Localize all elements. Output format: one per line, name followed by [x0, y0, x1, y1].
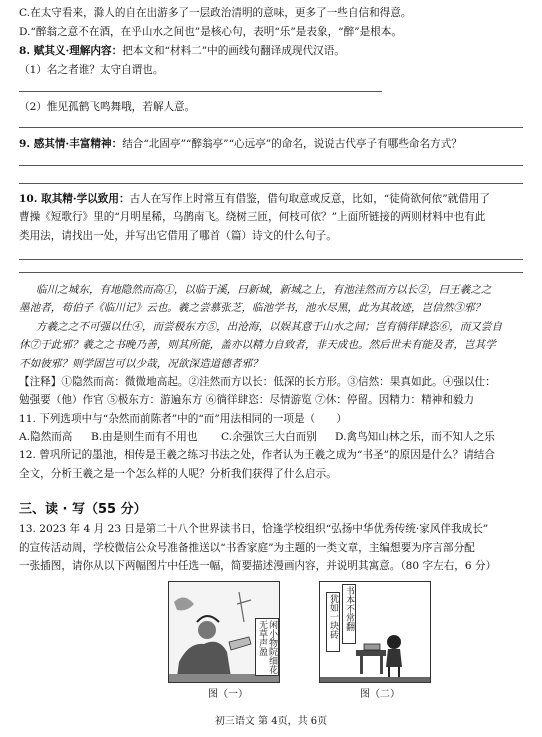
question-9-label: 9. 感其情·丰富精神： — [19, 138, 123, 150]
question-9 — [19, 137, 523, 152]
question-10-line3: 类用法，请找出一处，并写出它借用了哪首（篇）诗文的什么句子。 — [19, 230, 337, 242]
question-10-text: 古人在写作上时常互有借鉴，借句取意或反意，比如，“徒倚欲何依”就借用了 — [129, 193, 490, 205]
question-10 — [19, 192, 523, 207]
figure-2-caption: 图（二） — [360, 689, 400, 700]
passage-line-5: 不如彼邪？则学固岂可以少哉，况欲深造道德者邪？ — [19, 358, 263, 370]
question-11: 11. 下列选项中与“杂然而前陈者”中的“而”用法相同的一项是（ ） — [19, 413, 347, 425]
comic-figure-1 — [168, 581, 280, 683]
question-8-1: （1）名之者谁？太守自谓也。 — [19, 64, 164, 76]
answer-line — [19, 259, 523, 260]
question-8 — [19, 44, 523, 59]
passage-line-3: 方羲之之不可强以仕④，而尝极东方⑤，出沧海，以娱其意于山水之间；岂有徜徉肆恣⑥，而又尝自 — [36, 321, 503, 333]
question-13-line3: 一张插图，请你从以下两幅图片中任选一幅，简要描述漫画内容，并说明其寓意。（80 字左右，6 分） — [19, 560, 497, 572]
section-3-heading: 三、读 · 写（55 分） — [19, 502, 147, 517]
answer-line — [19, 272, 523, 273]
answer-line — [19, 91, 382, 92]
question-9-text: 结合“北固亭”“醉翁亭”“心远亭”的命名，说说古代亭子有哪些命名方式？ — [122, 138, 462, 150]
question-12-line2: 全文，分析王羲之是一个怎么样的人呢？分析我们获得了什么启示。 — [19, 468, 337, 480]
answer-line — [19, 183, 523, 184]
passage-line-1: 临川之城东，有地隐然而高①，以临于溪，曰新城，新城之上，有池洼然而方以长②，曰王羲之之 — [36, 284, 492, 296]
option-d: D.禽鸟知山林之乐，而不知人之乐 — [335, 431, 495, 443]
option-c: C.余强饮三大白而别 — [221, 431, 317, 443]
page-footer: 初三语文 第 4页，共 6页 — [214, 716, 328, 727]
question-13-line1: 13. 2023 年 4 月 23 日是第二十八个世界读书日，恰逢学校组织“弘扬中华优秀传统·家风伴我成长” — [19, 523, 489, 535]
figure-2-caption-right: 书本不常翻 — [342, 584, 356, 644]
comic-figure-2 — [319, 581, 431, 683]
annotation-line-2: 勉强要（他）作官 ⑤极东方：游遍东方 ⑥徜徉肆恣：尽情游览 ⑦休：停留。因精力：精神和毅力 — [19, 394, 475, 406]
question-8-2: （2）惟见孤鹤飞鸣舞哦，若解人意。 — [19, 101, 196, 113]
question-10-label: 10. 取其精·学以致用： — [19, 193, 130, 205]
option-a: A.隐然而高 — [19, 431, 73, 443]
answer-line — [19, 127, 523, 128]
answer-line — [19, 165, 523, 166]
option-c: C.在太守看来，滁人的自在出游多了一层政治清明的意味，更多了一些自信和得意。 — [19, 7, 412, 19]
figure-1-poem: 闲小物院细花无草声盈 — [257, 620, 277, 674]
question-8-text: 把本文和“材料二”中的画线句翻译成现代汉语。 — [122, 45, 345, 57]
question-10-line2: 曹操《短歌行》里的“月明星稀，乌鹊南飞。绕树三匝，何枝可依？”上面所链接的两则材料中也有此 — [19, 211, 486, 223]
option-d: D.“醉翁之意不在酒，在乎山水之间也”是核心句，表明“乐”是表象，“醉”是根本。 — [19, 26, 402, 38]
passage-line-4: 休⑦于此邪？羲之之书晚乃善，则其所能，盖亦以精力自致者，非天成也。然后世未有能及者，岂其学 — [19, 339, 496, 351]
question-8-label: 8. 赋其义·理解内容： — [19, 45, 123, 57]
question-12-line1: 12. 曾巩所记的墨池，相传是王羲之练习书法之处，作者认为王羲之成为“书圣”的原因是什么？请结合 — [19, 449, 495, 461]
option-b: B.由是则生而有不用也 — [91, 431, 198, 443]
question-13-line2: 的宣传活动周，学校微信公众号准备推送以“书香家庭”为主题的一类文章，主编想要为序言部分配 — [19, 542, 475, 554]
figure-2-caption-left: 犹如一块砖 — [326, 592, 340, 652]
passage-line-2: 墨池者，荀伯子《临川记》云也。羲之尝慕张芝，临池学书，池水尽黑，此为其故迹，岂信然③邪？ — [19, 302, 486, 314]
figure-1-caption: 图（一） — [208, 689, 248, 700]
annotation-line-1: 【注释】①隐然而高：微微地高起。②洼然而方以长：低深的长方形。③信然：果真如此。④强以仕： — [19, 376, 496, 388]
